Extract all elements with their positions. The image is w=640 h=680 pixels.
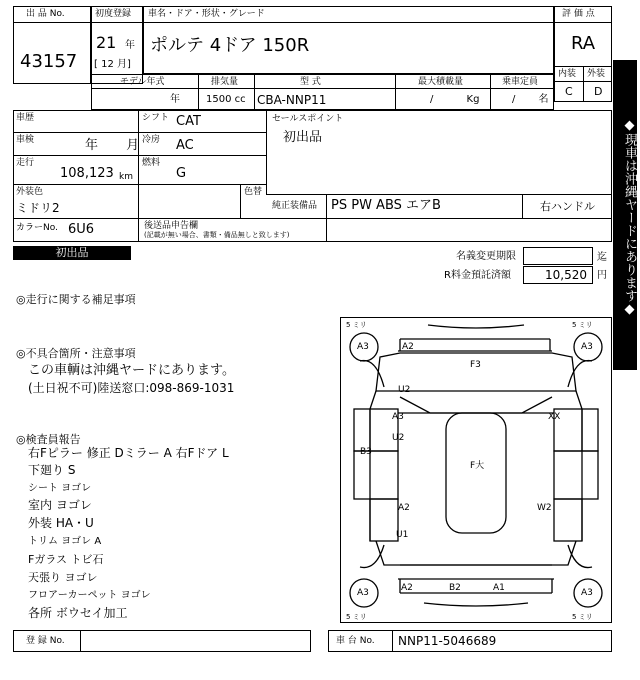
mileage-label: 走行 bbox=[16, 158, 35, 168]
inspector-title: ◎検査員報告 bbox=[16, 433, 81, 446]
damage-left-side: B3 bbox=[360, 447, 372, 457]
cooler-value: AC bbox=[176, 138, 194, 153]
wheel-rear-left: A3 bbox=[357, 588, 369, 598]
car-name: ポルテ 4ドア 150R bbox=[150, 35, 310, 56]
interior-label: 内装 bbox=[558, 69, 577, 79]
tire-tread-bottom-left: 5 ミリ bbox=[346, 613, 367, 621]
shift-label: シフト bbox=[142, 113, 170, 123]
name-change-unit: 迄 bbox=[597, 252, 607, 263]
handle-value: 右ハンドル bbox=[540, 200, 595, 213]
recycle-amount: 10,520 bbox=[545, 268, 587, 282]
damage-hood: F3 bbox=[470, 360, 481, 370]
color-label: 外装色 bbox=[16, 187, 44, 197]
displacement-value: 1500 cc bbox=[206, 94, 246, 105]
recycle-unit: 円 bbox=[597, 270, 607, 281]
mileage-value: 108,123 bbox=[60, 166, 114, 181]
aftermarket-label: 後送品申告欄 bbox=[144, 221, 199, 231]
yard-notice-banner: ◆現車は沖縄ヤードにあります◆ bbox=[613, 60, 637, 370]
equipment-label: 純正装備品 bbox=[272, 201, 318, 211]
grade-label: 評 価 点 bbox=[562, 9, 595, 19]
defects-title: ◎不具合箇所・注意事項 bbox=[16, 347, 136, 360]
tire-tread-top-left: 5 ミリ bbox=[346, 321, 367, 329]
fuel-label: 燃料 bbox=[142, 158, 161, 168]
damage-rear-bumper-center: B2 bbox=[449, 583, 461, 593]
year-unit: 年 bbox=[125, 40, 135, 51]
first-reg-year: 21 bbox=[96, 33, 117, 52]
report-line: Fガラス トビ石 bbox=[28, 553, 104, 566]
driving-notes-title: ◎走行に関する補足事項 bbox=[16, 293, 136, 306]
report-line: 天張り ヨゴレ bbox=[28, 571, 98, 584]
tire-tread-top-right: 5 ミリ bbox=[572, 321, 593, 329]
interior-grade: C bbox=[565, 85, 573, 98]
max-load-label: 最大積載量 bbox=[418, 77, 464, 87]
report-line: 各所 ボウセイ加工 bbox=[28, 606, 128, 620]
report-line: 室内 ヨゴレ bbox=[28, 498, 92, 512]
report-line: 下廻り S bbox=[28, 463, 76, 477]
color-no-label: カラーNo. bbox=[16, 223, 58, 233]
recolor-label: 色替 bbox=[244, 187, 263, 197]
damage-left-rear-door-dent: U1 bbox=[396, 530, 409, 540]
lot-number: 43157 bbox=[20, 51, 78, 72]
report-line: シート ヨゴレ bbox=[28, 483, 92, 494]
grade-value: RA bbox=[571, 33, 596, 54]
shift-value: CAT bbox=[176, 114, 201, 129]
report-line: トリム ヨゴレ A bbox=[28, 536, 102, 547]
exterior-grade: D bbox=[594, 85, 603, 98]
report-line: 右Fピラー 修正 Dミラー A 右Fドア L bbox=[28, 446, 229, 460]
cooler-label: 冷房 bbox=[142, 135, 161, 145]
aftermarket-note: (記載が無い場合、書類・備品無しと致します) bbox=[144, 231, 290, 239]
type-value: CBA-NNP11 bbox=[257, 93, 327, 107]
mileage-unit: km bbox=[119, 172, 133, 182]
wheel-front-right: A3 bbox=[581, 342, 593, 352]
capacity-label: 乗車定員 bbox=[502, 77, 539, 87]
wheel-front-left: A3 bbox=[357, 342, 369, 352]
model-year-unit: 年 bbox=[170, 94, 180, 105]
displacement-label: 排気量 bbox=[211, 77, 239, 87]
damage-right-front: XX bbox=[548, 412, 561, 422]
damage-front-bumper: A2 bbox=[402, 342, 414, 352]
wheel-rear-right: A3 bbox=[581, 588, 593, 598]
damage-left-rear-door: A2 bbox=[398, 503, 410, 513]
type-label: 型 式 bbox=[300, 77, 321, 87]
chassis-number: NNP11-5046689 bbox=[398, 634, 497, 648]
name-change-label: 名義変更期限 bbox=[456, 251, 516, 262]
defect-line-2: (土日祝不可)陸送窓口:098-869-1031 bbox=[28, 381, 235, 395]
color-value: ミドリ2 bbox=[16, 201, 60, 215]
lot-label: 出 品 No. bbox=[26, 9, 65, 19]
report-line: フロアーカーペット ヨゴレ bbox=[28, 590, 151, 601]
fuel-value: G bbox=[176, 166, 187, 181]
exterior-label: 外装 bbox=[587, 69, 606, 79]
recycle-label: R料金預託済額 bbox=[444, 270, 511, 281]
car-name-label: 車名・ドア・形状・グレード bbox=[148, 9, 265, 19]
damage-right-rear: W2 bbox=[537, 503, 552, 513]
inspection-value: 年 月 bbox=[85, 138, 140, 153]
sales-point-label: セールスポイント bbox=[272, 114, 344, 124]
registration-label: 登 録 No. bbox=[26, 636, 65, 646]
damage-left-front-door: U2 bbox=[392, 433, 405, 443]
first-listing-badge: 初出品 bbox=[13, 246, 131, 260]
capacity-unit: / 名 bbox=[512, 94, 549, 105]
report-line: 外装 HA・U bbox=[28, 516, 94, 530]
damage-roof: F大 bbox=[470, 461, 485, 471]
max-load-unit: / Kg bbox=[430, 94, 480, 105]
first-reg-label: 初度登録 bbox=[95, 9, 132, 19]
tire-tread-bottom-right: 5 ミリ bbox=[572, 613, 593, 621]
sales-point-value: 初出品 bbox=[283, 130, 323, 145]
defect-line-1: この車輌は沖縄ヤードにあります。 bbox=[28, 363, 235, 378]
first-reg-month: [ 12 月] bbox=[94, 59, 131, 70]
chassis-label: 車 台 No. bbox=[336, 636, 375, 646]
name-change-box bbox=[523, 247, 593, 265]
history-label: 車歴 bbox=[16, 113, 35, 123]
inspection-label: 車検 bbox=[16, 135, 35, 145]
color-no-value: 6U6 bbox=[68, 222, 95, 237]
damage-left-front-fender: U2 bbox=[398, 385, 411, 395]
equipment-value: PS PW ABS エアB bbox=[331, 198, 441, 213]
model-year-label: モデル年式 bbox=[120, 77, 165, 87]
damage-left-pillar: A3 bbox=[392, 412, 404, 422]
damage-rear-bumper-left: A2 bbox=[401, 583, 413, 593]
damage-rear-bumper-right: A1 bbox=[493, 583, 505, 593]
